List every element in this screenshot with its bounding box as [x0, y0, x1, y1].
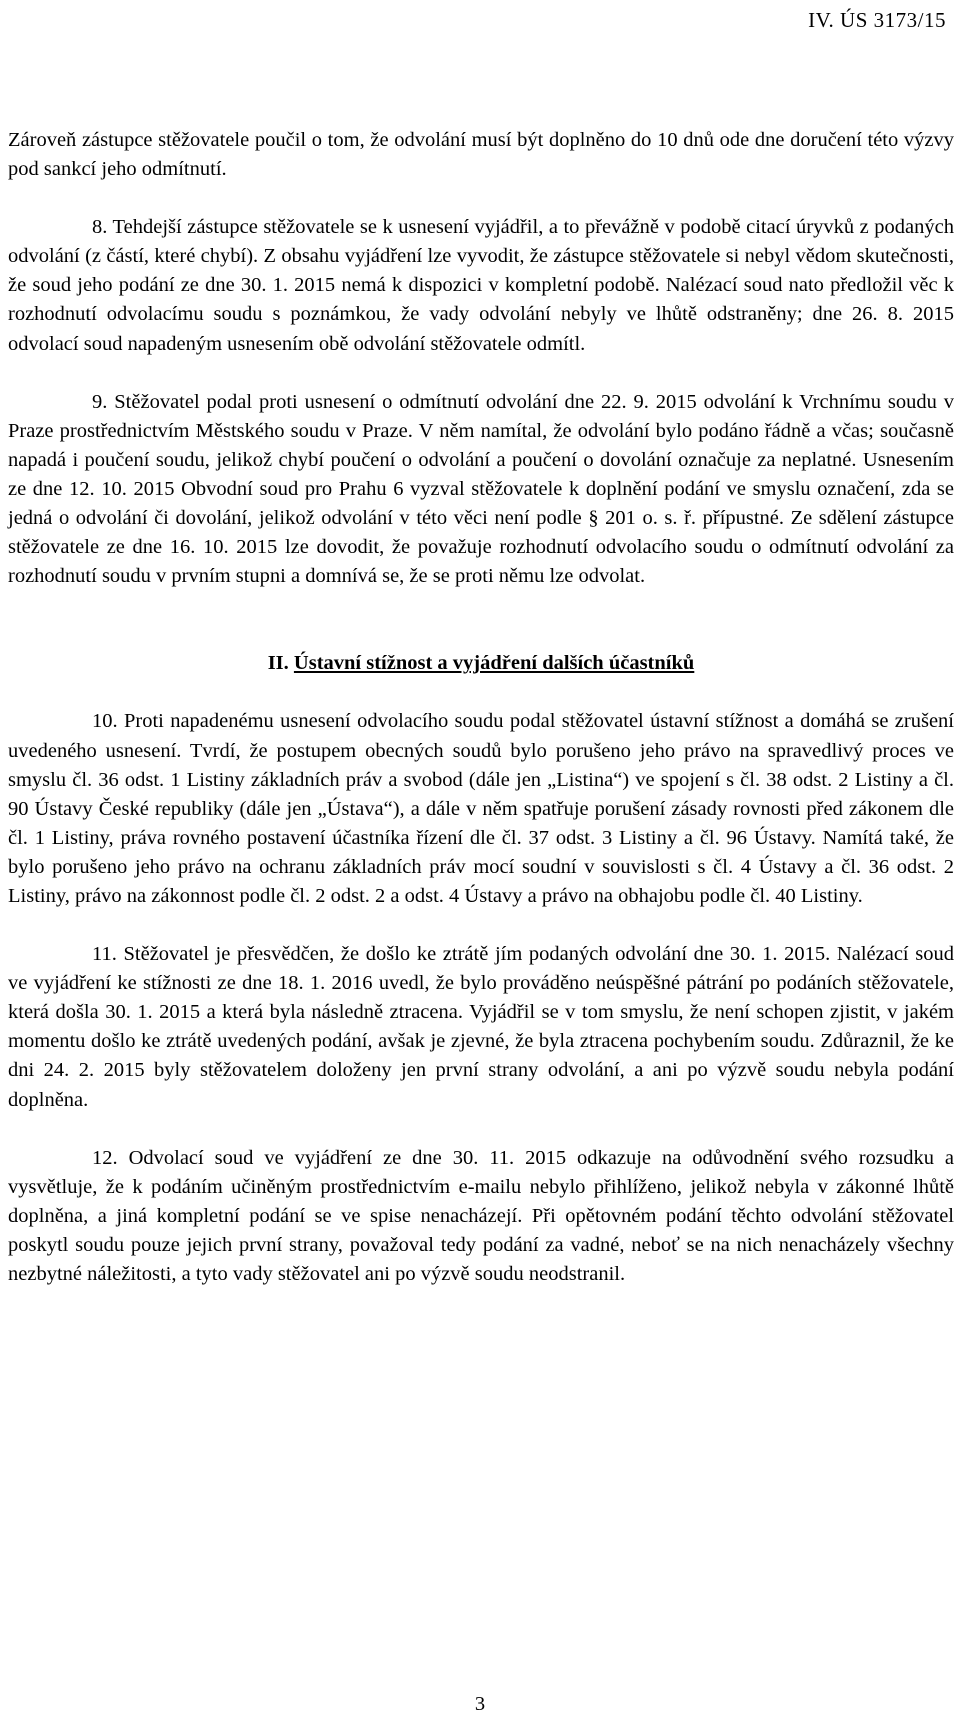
case-number-header: IV. ÚS 3173/15 — [808, 8, 946, 32]
paragraph-11: 11. Stěžovatel je přesvědčen, že došlo ke ztrátě jím podaných odvolání dne 30. 1. 2015. Nalézací soud ve vyjádření ke stížnosti ze dne 18. 1. 2016 uvedl, že bylo prováděno neúspěšné pátrání po podáních stěžovatele, která došla 30. 1. 2015 a která byla následně ztracena. Vyjádřil se v tom smyslu, že není schopen zjistit, v jakém momentu došlo ke ztrátě uvedených podání, avšak je zjevné, že byla ztracena pochybením soudu. Zdůraznil, že ke dni 24. 2. 2015 byly stěžovatelem doloženy jen první strany odvolání, a ani po výzvě soudu nebyla podání doplněna. — [8, 943, 954, 1111]
page-number: 3 — [474, 1693, 486, 1715]
paragraph-9: 9. Stěžovatel podal proti usnesení o odmítnutí odvolání dne 22. 9. 2015 odvolání k Vrchnímu soudu v Praze prostřednictvím Městského soudu v Praze. V něm namítal, že odvolání bylo podáno řádně a včas; současně napadá i poučení soudu, jelikož chybí poučení o odvolání a poučení o dovolání označuje za neplatné. Usnesením ze dne 12. 10. 2015 Obvodní soud pro Prahu 6 vyzval stěžovatele k doplnění podání ve smyslu označení, zda se jedná o odvolání či dovolání, jelikož odvolání v této věci není podle § 201 o. s. ř. přípustné. Ze sdělení zástupce stěžovatele ze dne 16. 10. 2015 lze dovodit, že považuje rozhodnutí odvolacího soudu o odmítnutí odvolání za rozhodnutí soudu v prvním stupni a domnívá se, že se proti němu lze odvolat. — [8, 390, 954, 588]
section-heading — [8, 649, 954, 678]
section-numeral: II. — [267, 652, 289, 675]
paragraph-12: 12. Odvolací soud ve vyjádření ze dne 30. 11. 2015 odkazuje na odůvodnění svého rozsudku a vysvětluje, že k podáním učiněným prostřednictvím e-mailu nebylo přihlíženo, jelikož nebyla v zákonné lhůtě doplněna, a jiná kompletní podání se ve spise nenacházejí. Při opětovném podání těchto odvolání stěžovatel poskytl soudu pouze jejich první strany, považoval tedy podání za vadné, neboť se na nich nenacházely všechny nezbytné náležitosti, a tyto vady stěžovatel ani po výzvě soudu neodstranil. — [8, 1146, 954, 1285]
section-title: Ústavní stížnost a vyjádření dalších účastníků — [293, 652, 695, 675]
paragraph-10: 10. Proti napadenému usnesení odvolacího soudu podal stěžovatel ústavní stížnost a domáhá se zrušení uvedeného usnesení. Tvrdí, že postupem obecných soudů bylo porušeno jeho právo na spravedlivý proces ve smyslu čl. 36 odst. 1 Listiny základních práv a svobod (dále jen „Listina“) ve spojení s čl. 38 odst. 2 Listiny a čl. 90 Ústavy České republiky (dále jen „Ústava“), a dále v něm spatřuje porušení zásady rovnosti před zákonem dle čl. 1 Listiny, práva rovného postavení účastníka řízení dle čl. 37 odst. 3 Listiny a čl. 96 Ústavy. Namítá také, že bylo porušeno jeho právo na ochranu základních práv mocí soudní v souvislosti s čl. 4 Ústavy a čl. 36 odst. 2 Listiny, právo na zákonnost podle čl. 2 odst. 2 a odst. 4 Ústavy a právo na obhajobu podle čl. 40 Listiny. — [8, 710, 954, 907]
document-body — [8, 126, 954, 1289]
paragraph-intro: Zároveň zástupce stěžovatele poučil o tom, že odvolání musí být doplněno do 10 dnů ode dne doručení této výzvy pod sankcí jeho odmítnutí. — [8, 129, 954, 181]
paragraph-8: 8. Tehdejší zástupce stěžovatele se k usnesení vyjádřil, a to převážně v podobě citací úryvků z podaných odvolání (z částí, které chybí). Z obsahu vyjádření lze vyvodit, že zástupce stěžovatele si nebyl vědom skutečnosti, že soud jeho podání ze dne 30. 1. 2015 nemá k dispozici v kompletní podobě. Nalézací soud nato předložil věc k rozhodnutí odvolacímu soudu s poznámkou, že vady odvolání nebyly ve lhůtě odstraněny; dne 26. 8. 2015 odvolací soud napadeným usnesením obě odvolání stěžovatele odmítl. — [8, 216, 954, 355]
